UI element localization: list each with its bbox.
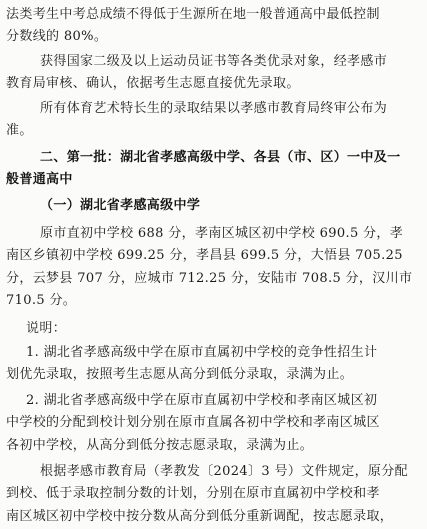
text-line: 划优先录取，按照考生志愿从高分到低分录取，录满为止。 — [6, 367, 354, 383]
heading-line: 二、第一批：湖北省孝感高级中学、各县（市、区）一中及一 — [40, 150, 401, 165]
text-line: 所有体育艺术特长生的录取结果以孝感市教育局终审公布为 — [40, 101, 388, 116]
text-line: 教育局审核、确认，依据考生志愿直接优先录取。 — [6, 76, 300, 92]
text-line: 获得国家二级及以上运动员证书等各类优录对象，经孝感市 — [40, 54, 388, 69]
paragraph-cutoff-scores — [0, 223, 427, 312]
text-line: 南区乡镇初中学校 699.25 分，孝昌县 699.5 分，大悟县 705.25 — [6, 248, 403, 264]
heading-line: 般普通高中 — [6, 172, 73, 188]
text-line: 南区城区初中学校中按分数从高分到低分重新调配，按志愿录取， — [6, 508, 394, 524]
text-line: 到校、低于录取控制分数的计划，分别在原市直属初中学校和孝 — [6, 486, 380, 502]
paragraph-final-results — [0, 98, 427, 143]
text-line: 中学校的分配到校计划分别在原市直属各初中学校和孝南区城区 — [6, 415, 380, 431]
text-line: 分，云梦县 707 分，应城市 712.25 分，安陆市 708.5 分，汉川市 — [6, 270, 413, 286]
text-line: 根据孝感市教育局（孝教发〔2024〕3 号）文件规定，原分配 — [40, 464, 408, 479]
note-item-1 — [0, 342, 427, 387]
paragraph-athlete-priority — [0, 51, 427, 96]
paragraph-score-requirement — [0, 4, 427, 49]
text-line: 2. 湖北省孝感高级中学在原市直属初中学校和孝南区城区初 — [26, 393, 378, 408]
text-line: 准。 — [6, 123, 33, 139]
subsection-heading-xiaogan-high-school — [0, 195, 427, 217]
paragraph-reallocation-rule — [0, 461, 427, 528]
text-line: 原市直初中学校 688 分，孝南区城区初中学校 690.5 分，孝 — [40, 226, 404, 241]
text-line: 法类考生中考总成绩不得低于生源所在地一般普通高中最低控制 — [6, 7, 380, 22]
text-line: 1. 湖北省孝感高级中学在原市直属初中学校的竞争性招生计 — [26, 345, 378, 360]
section-heading-first-batch — [0, 147, 427, 192]
notes-label — [0, 318, 427, 340]
heading-line: （一）湖北省孝感高级中学 — [40, 198, 201, 213]
text-line: 710.5 分。 — [6, 292, 77, 308]
text-line: 说明： — [26, 321, 67, 336]
text-line: 分数线的 80%。 — [6, 29, 108, 45]
note-item-2 — [0, 390, 427, 457]
text-line: 各初中学校，从高分到低分按志愿录取，录满为止。 — [6, 437, 314, 453]
